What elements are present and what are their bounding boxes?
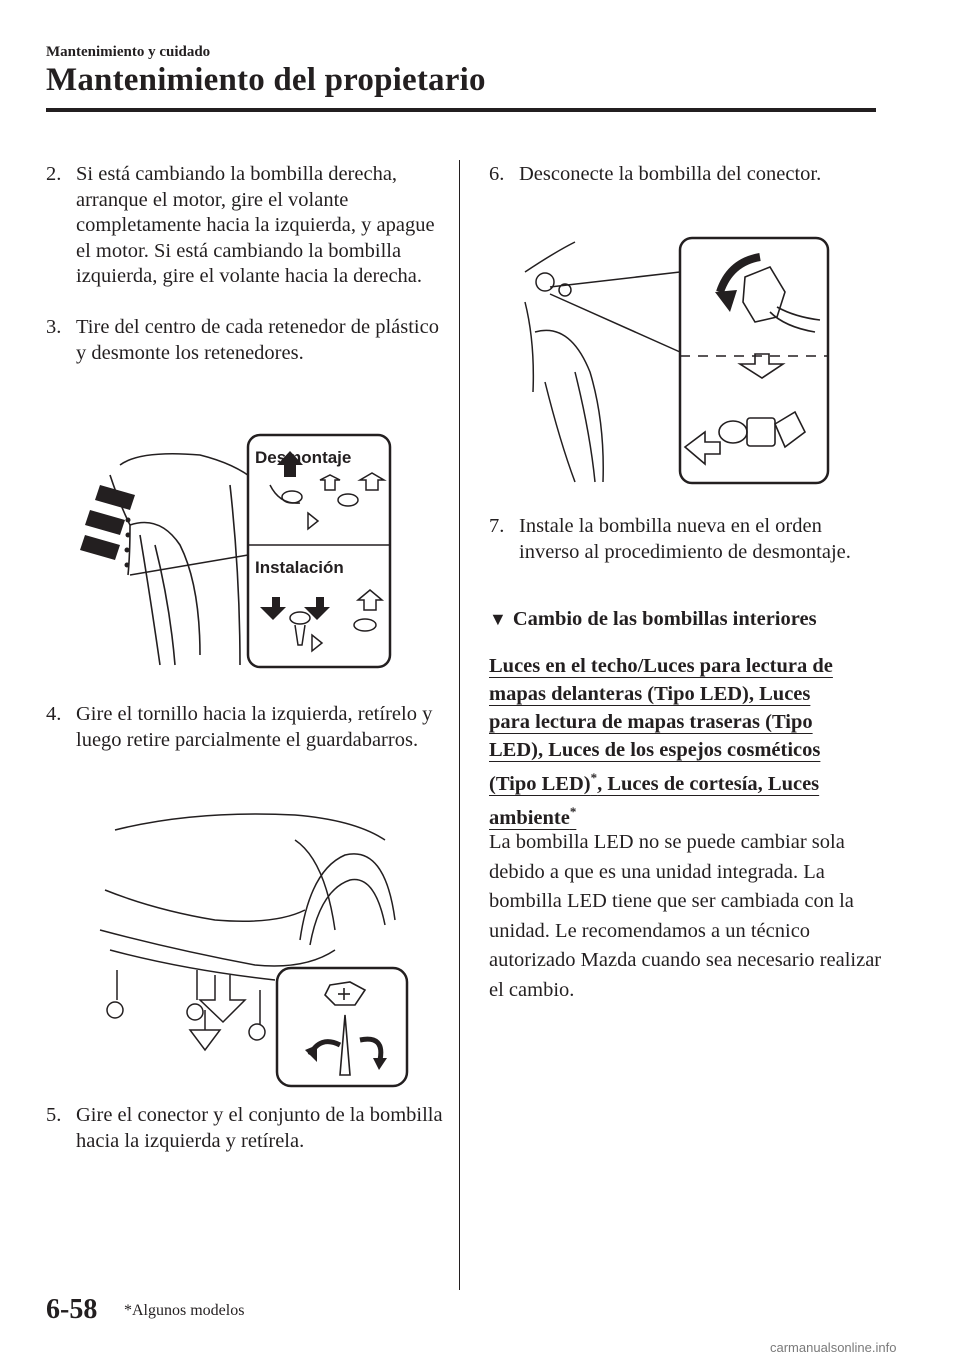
items-title-part: , Luces de cortesía, Luces: [597, 772, 820, 795]
step-text: Desconecte la bombilla del conector.: [519, 163, 822, 185]
items-title-line: [489, 798, 879, 832]
step-number: 6.: [489, 163, 505, 185]
step-3: [46, 315, 446, 366]
step-4: [46, 702, 446, 753]
step-number: 4.: [46, 703, 62, 725]
asterisk-mark: *: [590, 770, 598, 785]
step-number: 5.: [46, 1104, 62, 1126]
step-text: Instale la bombilla nueva en el orden inverso al procedimiento de desmontaje.: [519, 515, 851, 563]
step-number: 3.: [46, 316, 62, 338]
items-title-line: Luces en el techo/Luces para lectura de: [489, 655, 833, 677]
step-text: Si está cambiando la bombilla derecha, arranque el motor, gire el volante completamente hacia la izquierda, y apague el motor. Si está cambiando la bombilla izquierda, gire el volante hacia la derecha.: [76, 163, 435, 287]
body-paragraph: La bombilla LED no se puede cambiar sola debido a que es una unidad integrada. La bombilla LED tiene que ser cambiada con la unidad. Le recomendamos a un técnico autorizado Mazda cuando sea necesario realizar el cambio.: [489, 831, 882, 1001]
bulb-connector-illustration: [515, 232, 835, 490]
retainer-removal-illustration: [80, 425, 400, 675]
watermark: carmanualsonline.info: [770, 1340, 897, 1355]
fender-screw-illustration: [95, 800, 415, 1090]
items-title-line: [489, 764, 879, 798]
step-number: 2.: [46, 163, 62, 185]
step-5: [46, 1103, 446, 1154]
section-label: Mantenimiento y cuidado: [46, 44, 211, 60]
subsection-heading: [489, 608, 817, 631]
column-divider: [459, 160, 460, 1290]
step-2: [46, 162, 446, 290]
items-title-line: para lectura de mapas traseras (Tipo: [489, 711, 813, 733]
page-title: Mantenimiento del propietario: [46, 62, 486, 98]
items-title-part: ambiente: [489, 806, 570, 829]
triangle-down-icon: ▼: [489, 609, 507, 629]
subsection-title: Cambio de las bombillas interiores: [512, 608, 817, 630]
step-7: [489, 514, 884, 565]
items-title-line: mapas delanteras (Tipo LED), Luces: [489, 683, 811, 705]
items-title: [489, 652, 879, 832]
step-6: [489, 162, 884, 188]
figure-label-install: Instalación: [255, 558, 344, 577]
step-text: Gire el conector y el conjunto de la bombilla hacia la izquierda y retírela.: [76, 1104, 443, 1152]
step-number: 7.: [489, 515, 505, 537]
items-title-part: (Tipo LED): [489, 772, 591, 795]
asterisk-mark: *: [569, 803, 577, 819]
title-rule: [46, 108, 876, 112]
step-text: Tire del centro de cada retenedor de plástico y desmonte los retenedores.: [76, 316, 439, 364]
step-text: Gire el tornillo hacia la izquierda, retírelo y luego retire parcialmente el guardabarros.: [76, 703, 433, 751]
page-number: 6-58: [46, 1294, 98, 1325]
figure-label-removal: Desmontaje: [255, 448, 352, 467]
items-title-line: LED), Luces de los espejos cosméticos: [489, 739, 821, 761]
footnote: *Algunos modelos: [124, 1302, 245, 1319]
